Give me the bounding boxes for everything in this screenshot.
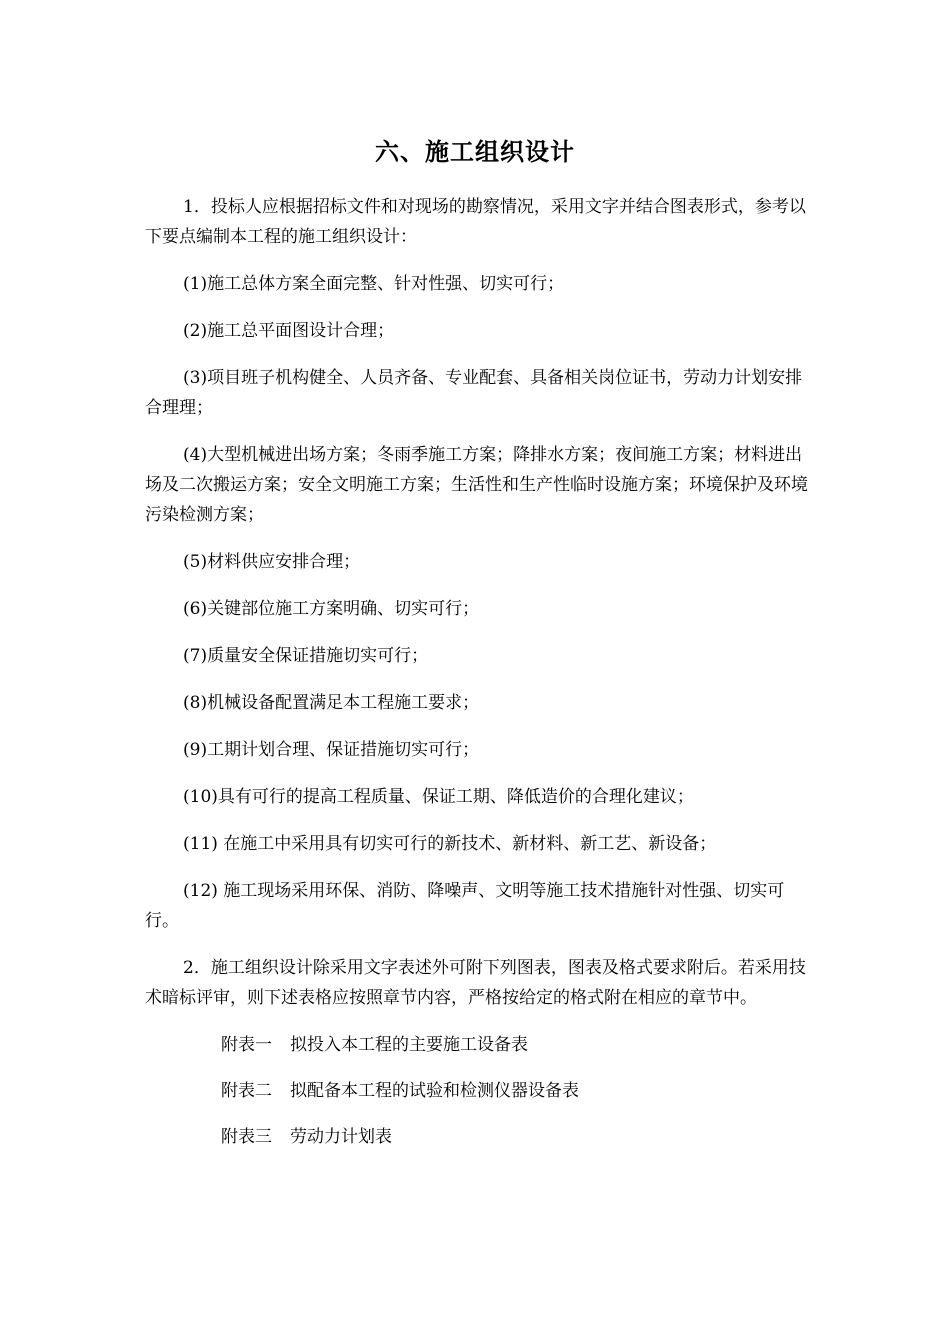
page-title: 六、施工组织设计 [375,138,575,166]
paragraph-item-11: (11) 在施工中采用具有切实可行的新技术、新材料、新工艺、新设备； [183,834,717,854]
appendix-item [145,1030,810,1060]
appendix-text: 劳动力计划表 [290,1127,392,1147]
paragraph-item-12: (12) 施工现场采用环保、消防、降噪声、文明等施工技术措施针对性强、切实可行。 [145,881,785,931]
appendix-text: 拟投入本工程的主要施工设备表 [290,1035,528,1055]
paragraph-intro: 1．投标人应根据招标文件和对现场的勘察情况，采用文字并结合图表形式，参考以下要点编制本工程的施工组织设计： [145,197,806,247]
paragraph-section-2: 2．施工组织设计除采用文字表述外可附下列图表，图表及格式要求附后。若采用技术暗标评审，则下述表格应按照章节内容，严格按给定的格式附在相应的章节中。 [145,958,806,1008]
paragraph-item-3: (3)项目班子机构健全、人员齐备、专业配套、具备相关岗位证书，劳动力计划安排合理理； [145,368,803,418]
paragraph-item-7: (7)质量安全保证措施切实可行； [183,646,429,666]
appendix-tag: 附表一 [221,1035,272,1055]
appendix-item [145,1076,810,1106]
paragraph-item-9: (9)工期计划合理、保证措施切实可行； [183,740,480,760]
paragraph-item-6: (6)关键部位施工方案明确、切实可行； [183,599,480,619]
paragraph-item-4: (4)大型机械进出场方案；冬雨季施工方案；降排水方案；夜间施工方案；材料进出场及二次搬运方案；安全文明施工方案；生活性和生产性临时设施方案；环境保护及环境污染检测方案； [145,445,808,525]
appendix-text: 拟配备本工程的试验和检测仪器设备表 [290,1081,579,1101]
document-body [145,192,810,1168]
paragraph-item-8: (8)机械设备配置满足本工程施工要求； [183,693,480,713]
paragraph-item-2: (2)施工总平面图设计合理； [183,321,395,341]
paragraph-item-10: (10)具有可行的提高工程质量、保证工期、降低造价的合理化建议； [183,787,694,807]
appendix-tag: 附表三 [221,1127,272,1147]
appendix-item [145,1122,810,1152]
paragraph-item-5: (5)材料供应安排合理； [183,552,361,572]
appendix-tag: 附表二 [221,1081,272,1101]
paragraph-item-1: (1)施工总体方案全面完整、针对性强、切实可行； [183,274,565,294]
